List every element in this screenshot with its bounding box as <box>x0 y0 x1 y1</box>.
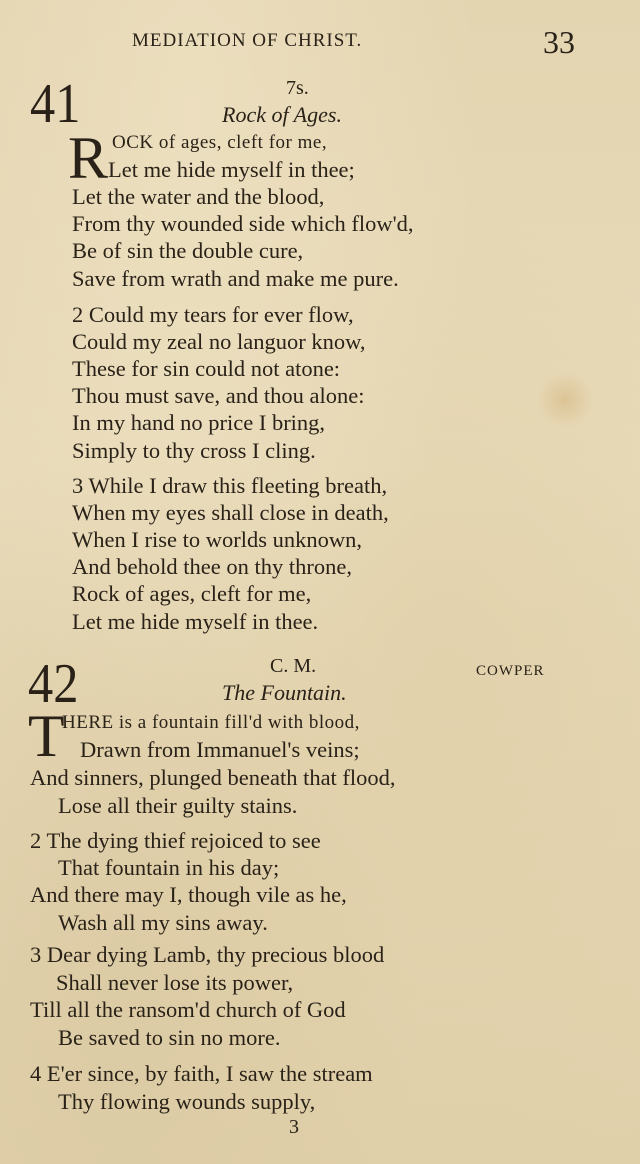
verse-line: 3 Dear dying Lamb, thy precious blood <box>30 942 385 967</box>
drop-cap: T <box>28 703 65 769</box>
verse-line: When I rise to worlds unknown, <box>72 527 362 552</box>
verse-line: Let the water and the blood, <box>72 184 325 209</box>
drop-cap: R <box>68 125 109 191</box>
verse-line: 2 Could my tears for ever flow, <box>72 302 354 327</box>
verse-line: And behold thee on thy throne, <box>72 554 352 579</box>
verse-line: Thou must save, and thou alone: <box>72 383 365 408</box>
page-number: 33 <box>543 24 575 60</box>
hymn-title: The Fountain. <box>222 680 347 705</box>
verse-line: Lose all their guilty stains. <box>58 793 298 818</box>
verse-line: 2 The dying thief rejoiced to see <box>30 828 321 853</box>
verse-line: Rock of ages, cleft for me, <box>72 581 312 606</box>
verse-line: In my hand no price I bring, <box>72 410 326 435</box>
hymn-number: 41 <box>30 73 81 135</box>
verse-line: And there may I, though vile as he, <box>30 882 347 907</box>
verse-line: 4 E'er since, by faith, I saw the stream <box>30 1061 373 1086</box>
verse-line: 3 While I draw this fleeting breath, <box>72 473 388 498</box>
verse-line: And sinners, plunged beneath that flood, <box>30 765 396 790</box>
hymn-number: 42 <box>28 653 79 715</box>
signature-mark: 3 <box>289 1116 299 1138</box>
verse-line: Simply to thy cross I cling. <box>72 438 316 463</box>
verse-line: From thy wounded side which flow'd, <box>72 211 414 236</box>
verse-line: OCK of ages, cleft for me, <box>112 132 328 153</box>
hymn-meter: C. M. <box>270 655 317 677</box>
verse-line: When my eyes shall close in death, <box>72 500 389 525</box>
verse-line: Save from wrath and make me pure. <box>72 266 399 291</box>
hymn-meter: 7s. <box>286 77 309 99</box>
verse-line: Till all the ransom'd church of God <box>30 997 346 1022</box>
verse-line: Wash all my sins away. <box>58 910 268 935</box>
verse-line: Be of sin the double cure, <box>72 238 304 263</box>
hymn-author: COWPER <box>476 663 545 679</box>
verse-line: Drawn from Immanuel's veins; <box>80 737 360 762</box>
verse-line: Be saved to sin no more. <box>58 1025 281 1050</box>
verse-line: HERE is a fountain fill'd with blood, <box>62 712 360 733</box>
verse-line: Shall never lose its power, <box>56 970 294 995</box>
verse-line: Let me hide myself in thee; <box>108 157 355 182</box>
verse-line: These for sin could not atone: <box>72 356 341 381</box>
verse-line: Could my zeal no languor know, <box>72 329 366 354</box>
running-title: MEDIATION OF CHRIST. <box>132 30 363 51</box>
verse-line: Let me hide myself in thee. <box>72 609 319 634</box>
verse-line: That fountain in his day; <box>58 855 280 880</box>
hymn-title: Rock of Ages. <box>222 102 342 127</box>
verse-line: Thy flowing wounds supply, <box>58 1089 316 1114</box>
